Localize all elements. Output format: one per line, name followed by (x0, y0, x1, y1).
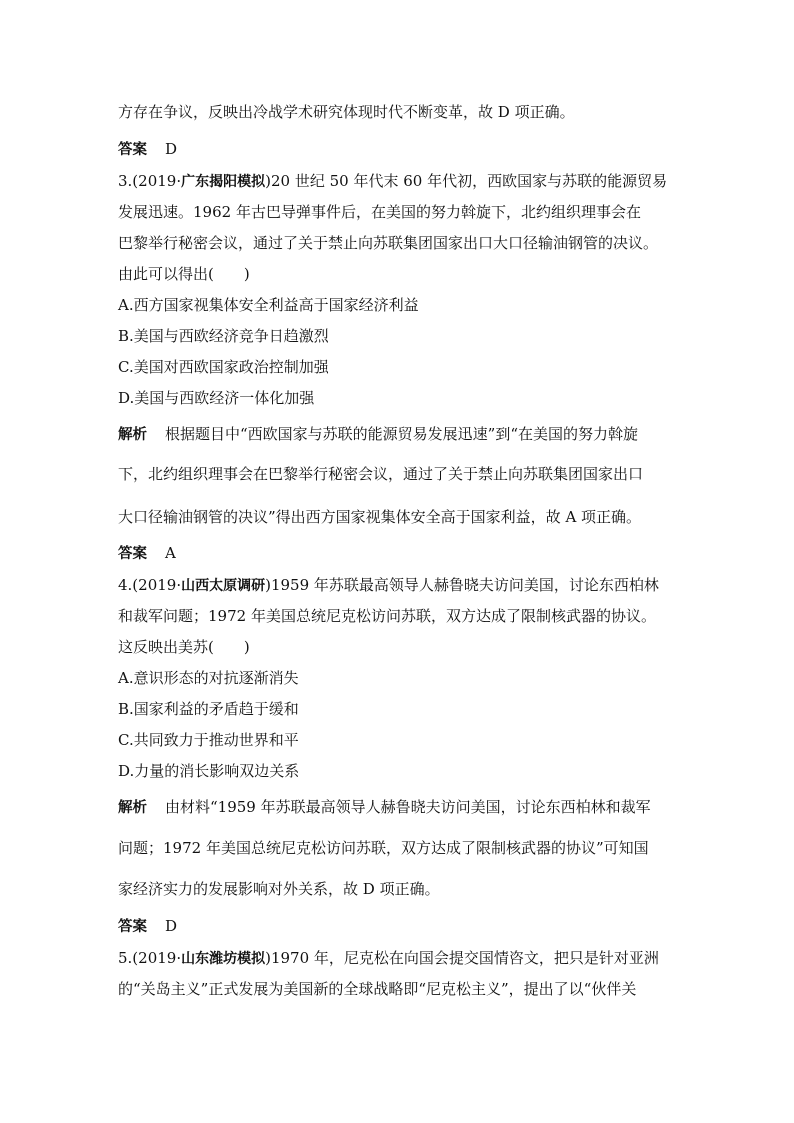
option-text: D.力量的消长影响双边关系 (118, 762, 300, 780)
option-text: C.美国对西欧国家政治控制加强 (118, 358, 329, 376)
explanation-line-1 (118, 424, 638, 445)
option-text: B.国家利益的矛盾趋于缓和 (118, 700, 299, 718)
question-3-line-3 (118, 233, 658, 253)
explanation-line-3 (118, 507, 641, 527)
explanation-line-2 (118, 838, 649, 858)
question-text: 这反映出美苏( ) (118, 638, 250, 656)
option-c (118, 730, 299, 750)
question-text: 发展迅速。1962 年古巴导弹事件后，在美国的努力斡旋下，北约组织理事会在 (118, 203, 641, 221)
answer-value: D (165, 140, 178, 158)
option-a (118, 668, 299, 688)
text-line (118, 102, 575, 122)
answer-label: 答案 (118, 546, 147, 562)
explanation-text: 大口径输油钢管的决议”得出西方国家视集体安全高于国家利益，故 A 项正确。 (118, 508, 642, 526)
question-3-line-2 (118, 202, 641, 222)
explanation-text: 家经济实力的发展影响对外关系，故 D 项正确。 (118, 880, 440, 898)
explanation-text: 根据题目中“西欧国家与苏联的能源贸易发展迅速”到“在美国的努力斡旋 (165, 425, 639, 443)
option-text: A.意识形态的对抗逐渐消失 (118, 669, 299, 687)
question-text: 由此可以得出( ) (118, 265, 250, 283)
explanation-line-2 (118, 464, 643, 484)
explanation-label: 解析 (118, 427, 147, 443)
question-text: 和裁军问题；1972 年美国总统尼克松访问苏联，双方达成了限制核武器的协议。 (118, 607, 656, 625)
question-4-line-3 (118, 637, 250, 657)
explanation-text: 下，北约组织理事会在巴黎举行秘密会议，通过了关于禁止向苏联集团国家出口 (118, 465, 644, 483)
option-d (118, 388, 314, 408)
question-source: 山西太原调研 (181, 578, 266, 594)
answer-value: A (165, 544, 176, 562)
explanation-line-1 (118, 797, 651, 818)
explanation-line-3 (118, 879, 440, 899)
answer-label: 答案 (118, 142, 147, 158)
question-text: 的“关岛主义”正式发展为美国新的全球战略即“尼克松主义”，提出了以“伙伴关 (118, 980, 637, 998)
answer-value: D (165, 917, 178, 935)
option-text: B.美国与西欧经济竞争日趋激烈 (118, 327, 329, 345)
question-4-line-2 (118, 606, 656, 626)
answer-label: 答案 (118, 919, 147, 935)
question-5-line-1 (118, 948, 659, 969)
option-text: C.共同致力于推动世界和平 (118, 731, 299, 749)
answer-line (118, 916, 177, 937)
question-source: 广东揭阳模拟 (181, 174, 266, 190)
question-3-line-1 (118, 171, 667, 192)
option-text: D.美国与西欧经济一体化加强 (118, 389, 315, 407)
question-text: )1959 年苏联最高领导人赫鲁晓夫访问美国，讨论东西柏林 (265, 576, 659, 594)
explanation-text: 由材料“1959 年苏联最高领导人赫鲁晓夫访问美国，讨论东西柏林和裁军 (165, 798, 651, 816)
option-a (118, 295, 419, 315)
option-text: A.西方国家视集体安全利益高于国家经济利益 (118, 296, 419, 314)
question-number: 4.(2019· (118, 576, 182, 594)
question-source: 山东潍坊模拟 (181, 951, 266, 967)
question-text: 巴黎举行秘密会议，通过了关于禁止向苏联集团国家出口大口径输油钢管的决议。 (118, 234, 659, 252)
option-c (118, 357, 329, 377)
question-number: 3.(2019· (118, 172, 182, 190)
question-number: 5.(2019· (118, 949, 182, 967)
option-b (118, 699, 299, 719)
option-d (118, 761, 299, 781)
question-5-line-2 (118, 979, 636, 999)
option-b (118, 326, 329, 346)
explanation-label: 解析 (118, 800, 147, 816)
question-text: )20 世纪 50 年代末 60 年代初，西欧国家与苏联的能源贸易 (265, 172, 668, 190)
explanation-text: 问题；1972 年美国总统尼克松访问苏联，双方达成了限制核武器的协议”可知国 (118, 839, 649, 857)
question-4-line-1 (118, 575, 659, 596)
question-3-line-4 (118, 264, 250, 284)
question-text: )1970 年，尼克松在向国会提交国情咨文，把只是针对亚洲 (265, 949, 659, 967)
answer-line (118, 139, 177, 160)
explanation-text: 方存在争议，反映出冷战学术研究体现时代不断变革，故 D 项正确。 (118, 103, 575, 121)
answer-line (118, 543, 176, 564)
